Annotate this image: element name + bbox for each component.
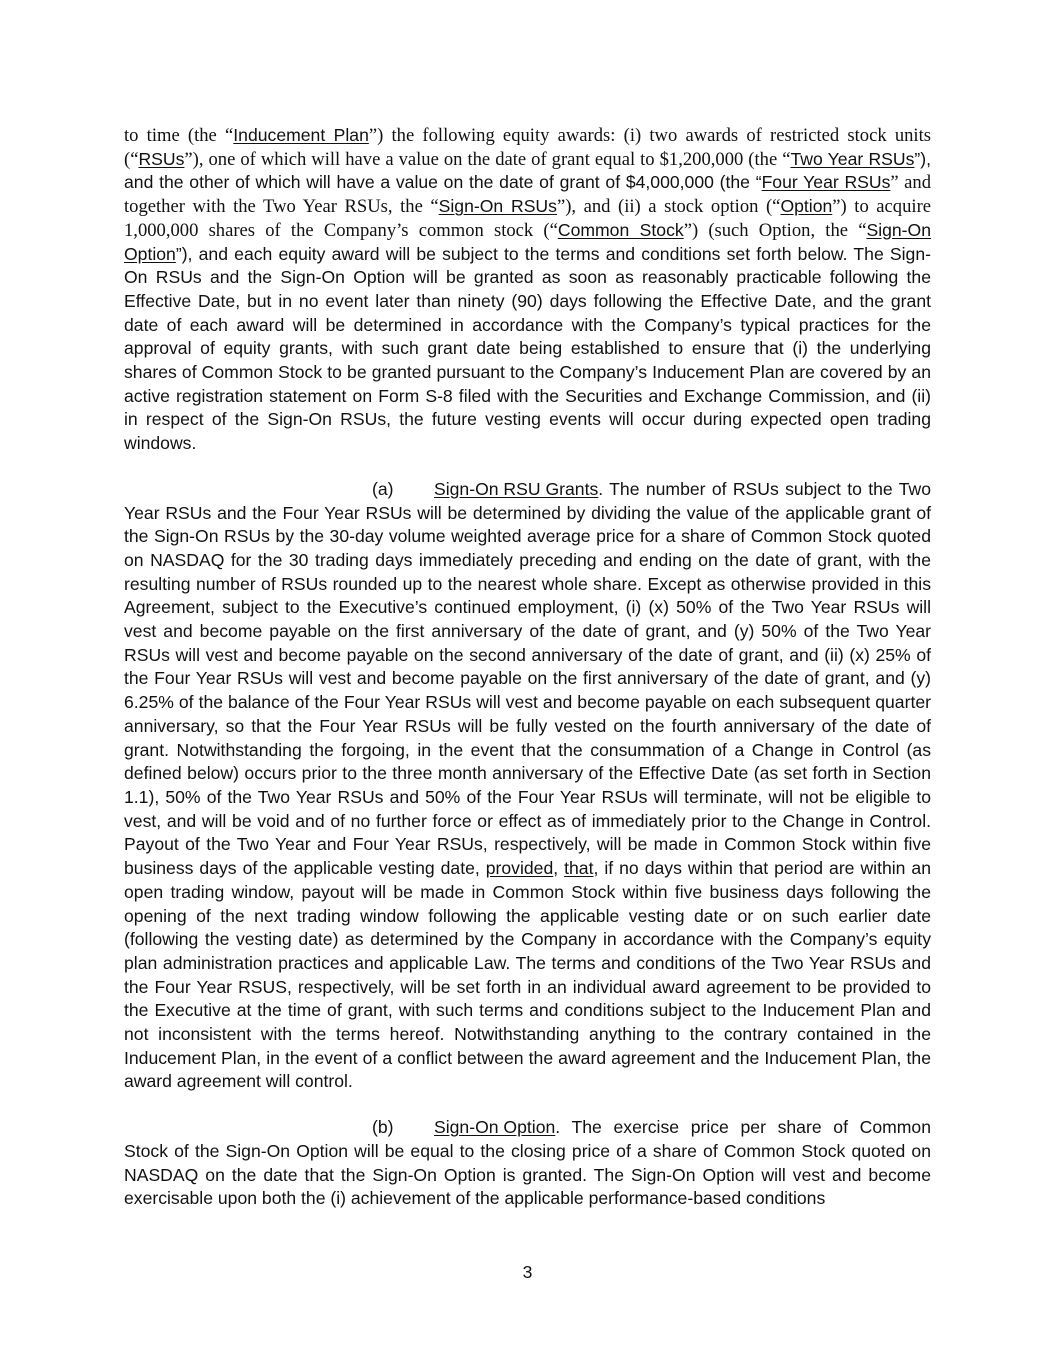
section-label-a: (a) [372,478,394,499]
text-run: . The exercise price per share of Common Stock of the Sign-On Option will be equal to the closing price of a share of Common Stock quoted on NASDAQ on the date that the Sign-On Option is granted. The Sign-On Option will vest and become exercisable upon both the (i) achievement of the applicable performance-based conditions [124,1117,931,1209]
term-that: that [564,858,594,879]
defined-term-four-year-rsus: Four Year RSUs [761,172,891,193]
paragraph-sign-on-option [124,1116,931,1211]
defined-term-sign-on-option: Sign-On Option [124,219,931,264]
text-run: ”), and each equity award will be subject to the terms and conditions set forth below. The Sign-On RSUs and the Sign-On Option will be granted as soon as reasonably practicable following the Effective Date, but in no event later than ninety (90) days following the Effective Date, and the grant date of each award will be determined in accordance with the Company’s typical practices for the approval of equity grants, with such grant date being established to ensure that (i) the underlying shares of Common Stock to be granted pursuant to the Company’s Inducement Plan are covered by an active registration statement on Form S-8 filed with the Securities and Exchange Commission, and (ii) in respect of the Sign-On RSUs, the future vesting events will occur during expected open trading windows. [124,243,931,454]
text-run: , if no days within that period are within an open trading window, payout will be made in Common Stock within five business days following the opening of the next trading window following the applicable vesting date or on such earlier date (following the vesting date) as determined by the Company in accordance with the Company’s equity plan administration practices and applicable Law. The terms and conditions of the Two Year RSUs and the Four Year RSUS, respectively, will be set forth in an individual award agreement to be provided to the Executive at the time of grant, with such terms and conditions subject to the Inducement Plan and not inconsistent with the terms hereof. Notwithstanding anything to the contrary contained in the Inducement Plan, in the event of a conflict between the award agreement and the Inducement Plan, the award agreement will control. [124,858,931,1092]
section-heading-sign-on-rsu-grants: Sign-On RSU Grants [434,478,599,499]
text-run: ”), one of which will have a value on the date of grant equal to $1,200,000 (the “ [184,148,791,170]
text-run: ”) (such Option, the “ [683,219,867,241]
text-run: ”) to acquire 1,000,000 shares of the Company’s common stock (“ [124,196,932,241]
text-run: . The number of RSUs subject to the Two Year RSUs and the Four Year RSUs will be determined by dividing the value of the applicable grant of the Sign-On RSUs by the 30-day volume weighted average price for a share of Common Stock quoted on NASDAQ for the 30 trading days immediately preceding and ending on the date of grant, with the resulting number of RSUs rounded up to the nearest whole share. Except as otherwise provided in this Agreement, subject to the Executive’s continued employment, (i) (x) 50% of the Two Year RSUs will vest and become payable on the first anniversary of the date of grant, and (y) 50% of the Two Year RSUs will vest and become payable on the second anniversary of the date of grant, and (ii) (x) 25% of the Four Year RSUs will vest and become payable on the first anniversary of the date of grant, and (y) 6.25% of the balance of the Four Year RSUs will vest and become payable on each subsequent quarter anniversary, so that the Four Year RSUs will be fully vested on the fourth anniversary of the date of grant. Notwithstanding the forgoing, in the event that the consummation of a Change in Control (as defined below) occurs prior to the three month anniversary of the Effective Date (as set forth in Section 1.1), 50% of the Two Year RSUs and 50% of the Four Year RSUs will terminate, will not be eligible to vest, and will be void and of no further force or effect as of immediately prior to the Change in Control. Payout of the Two Year and Four Year RSUs, respectively, will be made in Common Stock within five business days of the applicable vesting date, [124,478,931,879]
paragraph-equity-awards [124,124,931,456]
term-provided: provided [485,858,554,879]
section-heading-sign-on-option: Sign-On Option [434,1117,556,1138]
text-run: , [553,858,565,879]
defined-term-common-stock: Common Stock [557,219,684,240]
defined-term-two-year-rsus: Two Year RSUs [790,148,915,169]
defined-term-option: Option [780,196,833,217]
text-run: ”), and the other of which will have a value on the date of grant of $4,000,000 (the “ [124,148,932,193]
document-page [124,124,931,1211]
section-label-b: (b) [372,1117,394,1138]
defined-term-inducement-plan: Inducement Plan [233,125,369,145]
section-header [124,478,598,502]
text-run: ”), and (ii) a stock option (“ [556,196,781,218]
text-run: ”) the following equity awards: (i) two awards of restricted stock units (“ [124,125,931,170]
defined-term-sign-on-rsus: Sign-On RSUs [438,196,557,217]
text-run: ” and together with the Two Year RSUs, the “ [124,172,932,218]
paragraph-sign-on-rsu-grants [124,478,931,1094]
page-number: 3 [522,1262,533,1282]
defined-term-rsus: RSUs [138,148,185,169]
section-header [124,1116,555,1140]
text-run: to time (the “ [124,125,234,146]
